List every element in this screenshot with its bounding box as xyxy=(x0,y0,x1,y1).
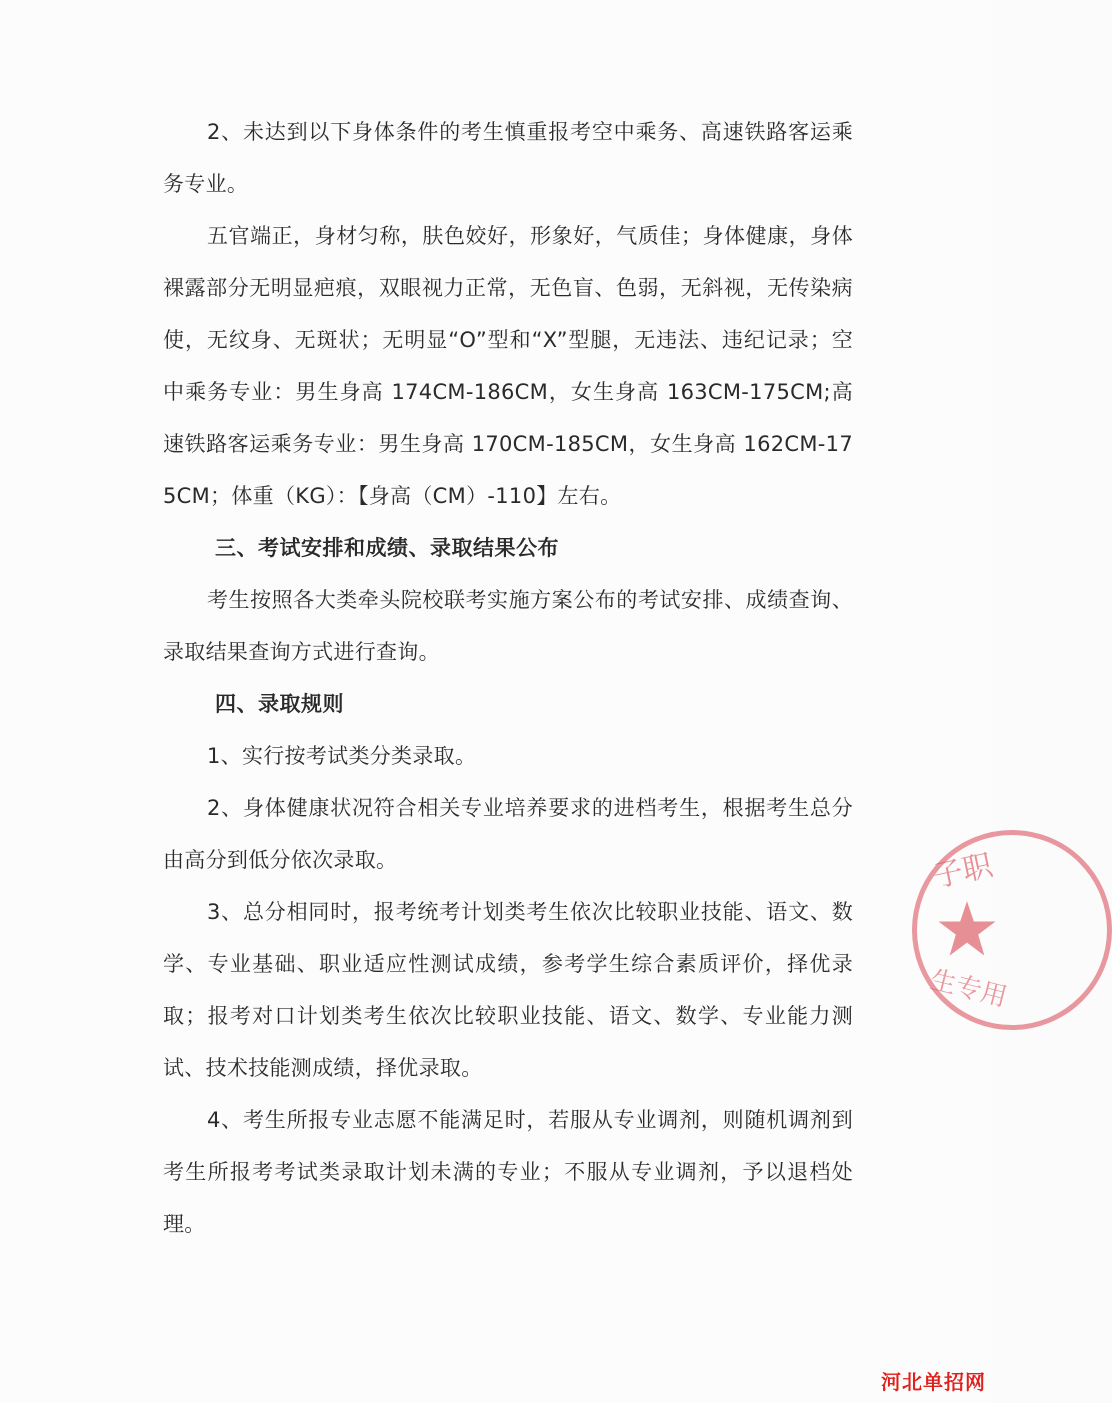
section-heading-admission-rules: 四、录取规则 xyxy=(215,692,344,716)
paragraph-rule-1: 1、实行按考试类分类录取。 xyxy=(207,744,477,768)
paragraph-exam-arrangement: 考生按照各大类牵头院校联考实施方案公布的考试安排、成绩查询、录取结果查询方式进行查询。 xyxy=(163,588,853,664)
seal-text-top: 子职 xyxy=(929,848,996,895)
document-body xyxy=(163,106,853,1250)
seal-text-bottom: 生专用 xyxy=(926,964,1010,1013)
paragraph-rule-4: 4、考生所报专业志愿不能满足时，若服从专业调剂，则随机调剂到考生所报考考试类录取计划未满的专业；不服从专业调剂，予以退档处理。 xyxy=(163,1108,853,1236)
paragraph-rule-2: 2、身体健康状况符合相关专业培养要求的进档考生，根据考生总分由高分到低分依次录取。 xyxy=(163,796,853,872)
site-watermark: 河北单招网 xyxy=(881,1370,986,1394)
paragraph-physical-requirements-detail: 五官端正，身材匀称，肤色姣好，形象好，气质佳；身体健康，身体裸露部分无明显疤痕，双眼视力正常，无色盲、色弱，无斜视，无传染病使，无纹身、无斑状；无明显“O”型和“X”型腿，无违法、违纪记录；空中乘务专业：男生身高 174CM-186CM，女生身高 163CM-175CM;高速铁路客运乘务专业：男生身高 170CM-185CM，女生身高 162CM-175CM；体重（KG）：【身高（CM）-110】左右。 xyxy=(163,224,853,508)
section-heading-exam-arrangement: 三、考试安排和成绩、录取结果公布 xyxy=(215,536,559,560)
paragraph-physical-requirements-intro: 2、未达到以下身体条件的考生慎重报考空中乘务、高速铁路客运乘务专业。 xyxy=(163,120,853,196)
star-icon xyxy=(936,898,998,960)
paragraph-rule-3: 3、总分相同时，报考统考计划类考生依次比较职业技能、语文、数学、专业基础、职业适应性测试成绩，参考学生综合素质评价，择优录取；报考对口计划类考生依次比较职业技能、语文、数学、专业能力测试、技术技能测成绩，择优录取。 xyxy=(163,900,853,1080)
